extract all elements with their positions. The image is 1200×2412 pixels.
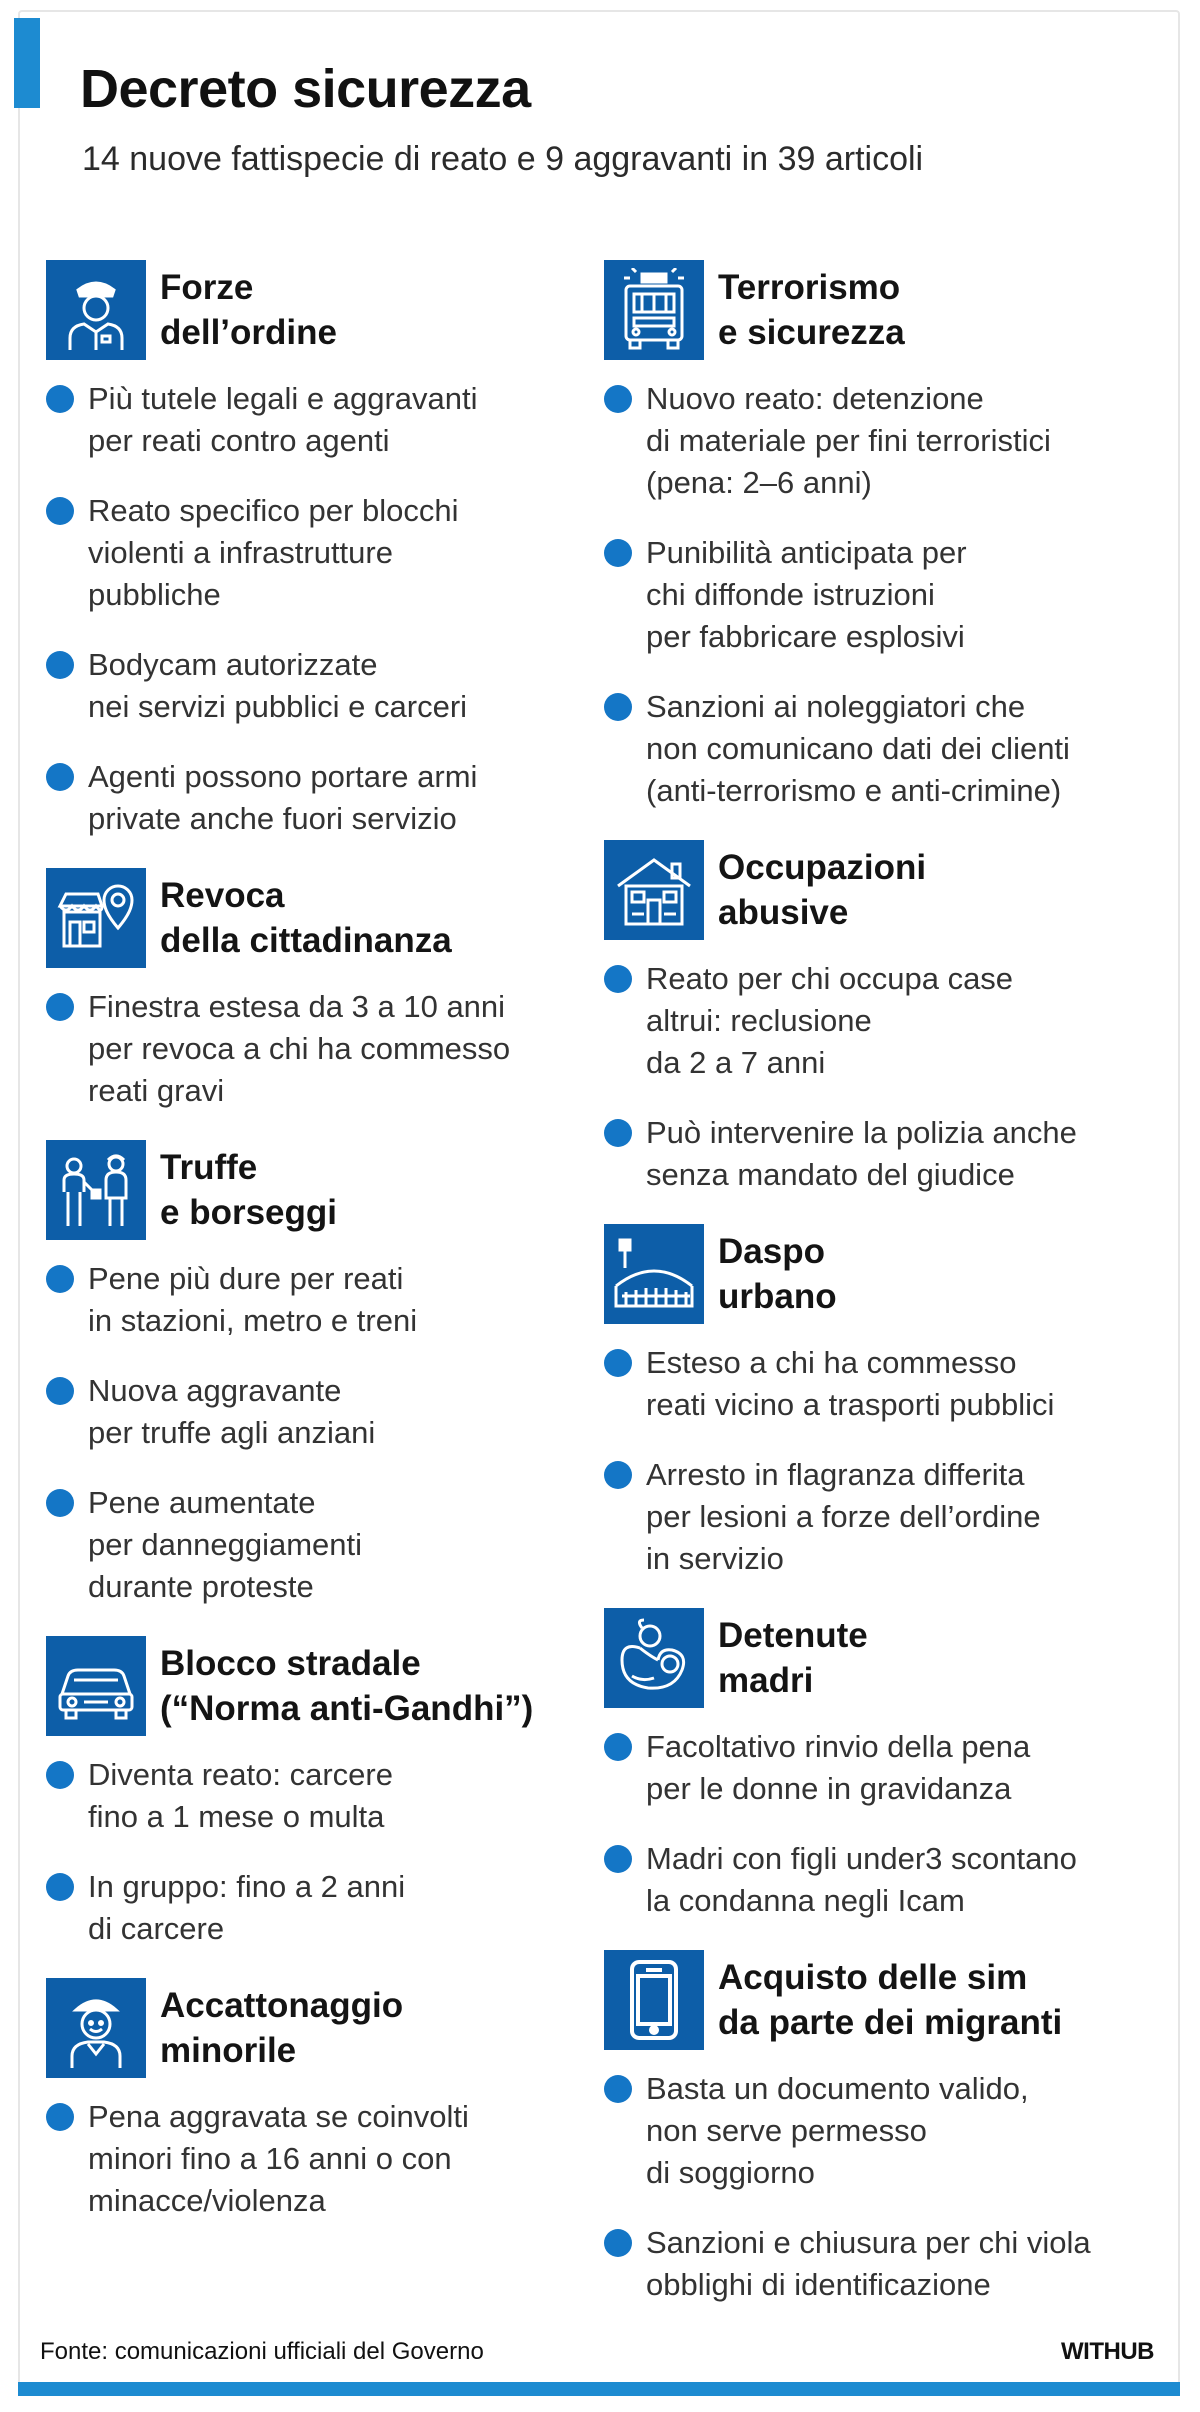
bullet-dot-icon (46, 497, 74, 525)
bullet-text-line: Madri con figli under3 scontano (646, 1841, 1077, 1876)
bullet-text-line: Punibilità anticipata per (646, 535, 967, 570)
bullet-item (46, 986, 586, 1112)
section-title-line: madri (718, 1661, 814, 1700)
bullet-text-line: di soggiorno (646, 2155, 815, 2190)
section-header (46, 868, 586, 968)
section-title-line: Blocco stradale (160, 1644, 421, 1683)
storefront-location-icon (46, 868, 146, 968)
bullet-text-line: durante proteste (88, 1569, 314, 1604)
section-title-line: Forze (160, 268, 254, 307)
bottom-accent-bar (18, 2382, 1180, 2396)
section-title-line: e sicurezza (718, 313, 905, 352)
section-title (160, 873, 452, 963)
bullet-item (604, 1342, 1164, 1426)
bullet-text-line: di materiale per fini terroristici (646, 423, 1051, 458)
section-title (160, 265, 337, 355)
bullet-text-line: da 2 a 7 anni (646, 1045, 826, 1080)
bullet-dot-icon (46, 993, 74, 1021)
bullet-text-line: minacce/violenza (88, 2183, 326, 2218)
section-header (46, 1140, 586, 1240)
bullet-dot-icon (604, 1119, 632, 1147)
section-header (604, 260, 1164, 360)
section-header (604, 1608, 1164, 1708)
bullet-list (46, 2096, 586, 2222)
section-title-line: Occupazioni (718, 848, 927, 887)
section-title-line: (“Norma anti-Gandhi”) (160, 1689, 534, 1728)
section (46, 1636, 586, 1950)
brand-logo: WITHUB (1061, 2338, 1154, 2365)
mother-child-icon (604, 1608, 704, 1708)
bullet-text-line: per fabbricare esplosivi (646, 619, 965, 654)
bullet-text-line: non serve permesso (646, 2113, 927, 2148)
section-title-line: Terrorismo (718, 268, 901, 307)
bullet-dot-icon (46, 2103, 74, 2131)
bullet-item (604, 378, 1164, 504)
section (604, 1608, 1164, 1922)
bullet-list (604, 378, 1164, 812)
bullet-text-line: Pene più dure per reati (88, 1261, 404, 1296)
section-title-line: da parte dei migranti (718, 2003, 1063, 2042)
section-title (718, 1613, 868, 1703)
bullet-dot-icon (46, 763, 74, 791)
bullet-dot-icon (46, 1489, 74, 1517)
bullet-dot-icon (46, 1377, 74, 1405)
bullet-text-line: per truffe agli anziani (88, 1415, 376, 1450)
section-header (604, 1950, 1164, 2050)
bullet-text-line: reati vicino a trasporti pubblici (646, 1387, 1055, 1422)
bullet-text-line: Bodycam autorizzate (88, 647, 378, 682)
house-icon (604, 840, 704, 940)
source-note: Fonte: comunicazioni ufficiali del Governo (40, 2338, 484, 2365)
bullet-item (46, 756, 586, 840)
fire-truck-icon (604, 260, 704, 360)
bullet-dot-icon (604, 539, 632, 567)
right-column (604, 260, 1164, 2334)
bullet-text-line: per le donne in gravidanza (646, 1771, 1012, 1806)
bullet-text-line: per lesioni a forze dell’ordine (646, 1499, 1041, 1534)
section-title-line: Acquisto delle sim (718, 1958, 1028, 1997)
section-title (718, 1955, 1062, 2045)
bullet-item (604, 532, 1164, 658)
bullet-text-line: di carcere (88, 1911, 225, 1946)
bullet-list (604, 958, 1164, 1196)
section-header (604, 840, 1164, 940)
section-title-line: della cittadinanza (160, 921, 452, 960)
bullet-text-line: senza mandato del giudice (646, 1157, 1015, 1192)
bullet-text-line: (anti-terrorismo e anti-crimine) (646, 773, 1062, 808)
bullet-item (604, 686, 1164, 812)
pickpocket-icon (46, 1140, 146, 1240)
bullet-item (604, 1726, 1164, 1810)
section-header (46, 260, 586, 360)
title-accent-bar (14, 18, 40, 108)
bullet-item (604, 2068, 1164, 2194)
bullet-item (46, 2096, 586, 2222)
bullet-text-line: non comunicano dati dei clienti (646, 731, 1070, 766)
bullet-text-line: Reato per chi occupa case (646, 961, 1014, 996)
bullet-list (604, 2068, 1164, 2306)
section-title-line: Revoca (160, 876, 285, 915)
section (46, 1140, 586, 1608)
bullet-text-line: Agenti possono portare armi (88, 759, 478, 794)
bullet-list (46, 378, 586, 840)
bullet-dot-icon (46, 1873, 74, 1901)
bullet-dot-icon (604, 965, 632, 993)
section-title-line: dell’ordine (160, 313, 337, 352)
bullet-text-line: Esteso a chi ha commesso (646, 1345, 1017, 1380)
bullet-text-line: Finestra estesa da 3 a 10 anni (88, 989, 506, 1024)
bullet-text-line: Basta un documento valido, (646, 2071, 1029, 2106)
bullet-text-line: Arresto in flagranza differita (646, 1457, 1025, 1492)
bullet-dot-icon (46, 1761, 74, 1789)
bullet-item (604, 1838, 1164, 1922)
smartphone-icon (604, 1950, 704, 2050)
bullet-dot-icon (604, 1733, 632, 1761)
section-title (160, 1983, 403, 2073)
section-title-line: minorile (160, 2031, 297, 2070)
bullet-text-line: Facoltativo rinvio della pena (646, 1729, 1031, 1764)
section-title-line: e borseggi (160, 1193, 337, 1232)
bullet-dot-icon (604, 1845, 632, 1873)
bullet-text-line: in servizio (646, 1541, 784, 1576)
bullet-item (604, 1112, 1164, 1196)
section-title-line: urbano (718, 1277, 837, 1316)
section (46, 868, 586, 1112)
section-title-line: Accattonaggio (160, 1986, 404, 2025)
bullet-text-line: Reato specifico per blocchi (88, 493, 459, 528)
bullet-item (46, 490, 586, 616)
bullet-item (46, 1370, 586, 1454)
bullet-list (604, 1342, 1164, 1580)
bullet-item (46, 1866, 586, 1950)
bullet-text-line: Diventa reato: carcere (88, 1757, 393, 1792)
bullet-item (604, 1454, 1164, 1580)
bullet-dot-icon (604, 693, 632, 721)
bullet-text-line: Più tutele legali e aggravanti (88, 381, 478, 416)
bullet-text-line: (pena: 2–6 anni) (646, 465, 872, 500)
stadium-icon (604, 1224, 704, 1324)
section-title (160, 1641, 533, 1731)
section-title (160, 1145, 337, 1235)
page-subtitle: 14 nuove fattispecie di reato e 9 aggravanti in 39 articoli (82, 140, 924, 178)
bullet-text-line: Nuovo reato: detenzione (646, 381, 984, 416)
section-title (718, 845, 926, 935)
bullet-list (46, 986, 586, 1112)
bullet-text-line: per reati contro agenti (88, 423, 390, 458)
section-title-line: Truffe (160, 1148, 258, 1187)
bullet-dot-icon (604, 1349, 632, 1377)
bullet-list (46, 1258, 586, 1608)
bullet-dot-icon (46, 385, 74, 413)
bullet-text-line: Pena aggravata se coinvolti (88, 2099, 469, 2134)
bullet-text-line: chi diffonde istruzioni (646, 577, 935, 612)
section-title (718, 265, 905, 355)
bullet-text-line: fino a 1 mese o multa (88, 1799, 385, 1834)
bullet-text-line: Nuova aggravante (88, 1373, 342, 1408)
bullet-text-line: Può intervenire la polizia anche (646, 1115, 1077, 1150)
bullet-text-line: minori fino a 16 anni o con (88, 2141, 452, 2176)
bullet-item (46, 1754, 586, 1838)
bullet-text-line: violenti a infrastrutture (88, 535, 393, 570)
bullet-dot-icon (604, 2075, 632, 2103)
section (604, 840, 1164, 1196)
bullet-item (46, 1258, 586, 1342)
bullet-dot-icon (604, 1461, 632, 1489)
bullet-text-line: per danneggiamenti (88, 1527, 363, 1562)
section-title (718, 1229, 837, 1319)
bullet-item (46, 644, 586, 728)
bullet-text-line: pubbliche (88, 577, 221, 612)
bullet-dot-icon (46, 1265, 74, 1293)
bullet-list (46, 1754, 586, 1950)
car-icon (46, 1636, 146, 1736)
bullet-dot-icon (604, 2229, 632, 2257)
bullet-text-line: in stazioni, metro e treni (88, 1303, 418, 1338)
section (604, 1224, 1164, 1580)
bullet-item (604, 958, 1164, 1084)
bullet-dot-icon (604, 385, 632, 413)
bullet-text-line: reati gravi (88, 1073, 225, 1108)
bullet-text-line: nei servizi pubblici e carceri (88, 689, 468, 724)
bullet-text-line: Sanzioni ai noleggiatori che (646, 689, 1026, 724)
bullet-text-line: la condanna negli Icam (646, 1883, 965, 1918)
section-header (46, 1978, 586, 2078)
section-title-line: abusive (718, 893, 849, 932)
section-header (604, 1224, 1164, 1324)
bullet-text-line: altrui: reclusione (646, 1003, 872, 1038)
section (46, 1978, 586, 2222)
bullet-dot-icon (46, 651, 74, 679)
police-officer-icon (46, 260, 146, 360)
section (604, 1950, 1164, 2306)
section-title-line: Detenute (718, 1616, 868, 1655)
bullet-text-line: obblighi di identificazione (646, 2267, 991, 2302)
child-icon (46, 1978, 146, 2078)
bullet-text-line: private anche fuori servizio (88, 801, 457, 836)
page-title: Decreto sicurezza (80, 59, 531, 119)
left-column (46, 260, 586, 2250)
bullet-item (46, 1482, 586, 1608)
bullet-text-line: per revoca a chi ha commesso (88, 1031, 511, 1066)
section (604, 260, 1164, 812)
section-header (46, 1636, 586, 1736)
section-title-line: Daspo (718, 1232, 825, 1271)
bullet-text-line: Pene aumentate (88, 1485, 316, 1520)
bullet-item (46, 378, 586, 462)
bullet-list (604, 1726, 1164, 1922)
bullet-text-line: In gruppo: fino a 2 anni (88, 1869, 406, 1904)
section (46, 260, 586, 840)
bullet-item (604, 2222, 1164, 2306)
bullet-text-line: Sanzioni e chiusura per chi viola (646, 2225, 1091, 2260)
